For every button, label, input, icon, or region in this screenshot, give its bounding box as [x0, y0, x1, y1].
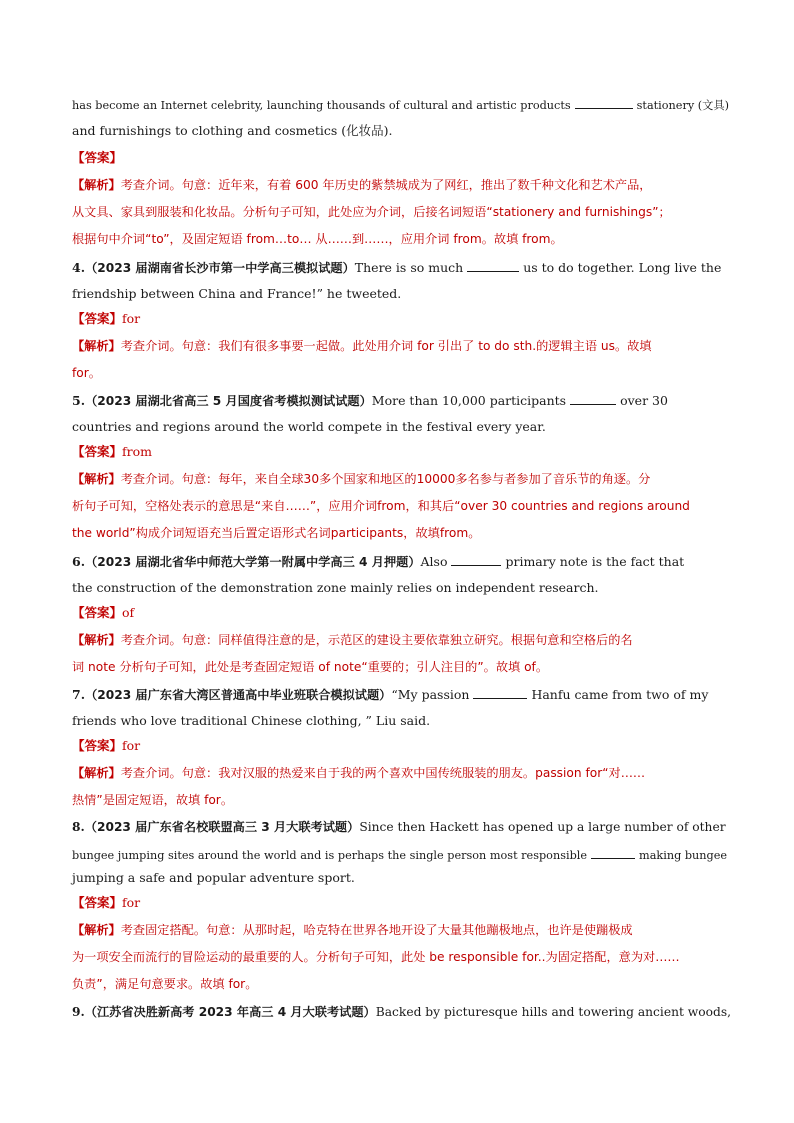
question-number: 4.	[72, 260, 86, 275]
question-number: 7.	[72, 687, 86, 702]
question-6-stem-line1	[72, 553, 732, 570]
analysis-text: 考查介词。句意：每年，来自全球30多个国家和地区的10000多名参与者参加了音乐节的角逐。分	[120, 472, 651, 486]
question-7-analysis-line1	[72, 765, 732, 781]
stem-text: Hanfu came from two of my	[531, 687, 709, 702]
analysis-text: 负责”，满足句意要求。故填 for。	[72, 977, 258, 991]
stem-text: has become an Internet celebrity, launching thousands of cultural and artistic products	[72, 99, 571, 112]
question-5-stem-line1	[72, 392, 732, 409]
question-7-stem-line1	[72, 686, 732, 703]
stem-text: us to do together. Long live the	[523, 260, 722, 275]
answer-text: for	[122, 895, 141, 910]
question-8-stem-line3	[72, 870, 732, 886]
stem-text: the construction of the demonstration zone mainly relies on independent research.	[72, 580, 599, 595]
stem-text: “My passion	[391, 687, 470, 702]
answer-tag: 【答案】	[72, 444, 123, 459]
question-number: 5.	[72, 393, 86, 408]
analysis-tag: 【解析】	[72, 339, 121, 353]
answer-blank	[575, 96, 633, 109]
analysis-tag: 【解析】	[72, 472, 121, 486]
question-6-stem-line2	[72, 580, 732, 596]
stem-text: friendship between China and France!” he tweeted.	[72, 286, 402, 301]
question-number: 8.	[72, 819, 85, 834]
answer-text: for	[122, 738, 141, 753]
question-source: （2023 届湖南省长沙市第一中学高三模拟试题）	[85, 261, 355, 275]
question-4-answer	[72, 311, 732, 327]
question-8-answer	[72, 895, 732, 911]
answer-blank	[570, 392, 616, 405]
question-4-stem-line2	[72, 286, 732, 302]
stem-text: Since then Hackett has opened up a large number of other	[359, 820, 726, 834]
answer-blank	[467, 259, 519, 272]
answer-blank	[591, 846, 635, 859]
question-3-analysis-line2	[72, 204, 732, 220]
answer-blank	[473, 686, 527, 699]
analysis-tag: 【解析】	[72, 178, 121, 192]
question-5-stem-line2	[72, 419, 732, 435]
question-8-analysis-line2	[72, 949, 732, 965]
analysis-text: 考查介词。句意：近年来，有着 600 年历史的紫禁城成为了网红，推出了数千种文化和艺术产品，	[120, 178, 652, 192]
question-7-stem-line2	[72, 713, 732, 729]
question-9-stem-line1	[72, 1004, 732, 1020]
analysis-text: 考查介词。句意：我对汉服的热爱来自于我的两个喜欢中国传统服装的朋友。passion for“对……	[120, 766, 646, 780]
analysis-text: 热情”是固定短语，故填 for。	[72, 793, 234, 807]
answer-tag: 【答案】	[72, 311, 123, 326]
question-6-analysis-line1	[72, 632, 732, 648]
question-7-answer	[72, 738, 732, 754]
question-6-analysis-line2	[72, 659, 732, 675]
stem-text: making bungee	[639, 849, 728, 862]
question-number: 6.	[72, 554, 86, 569]
question-5-analysis-line3	[72, 525, 732, 541]
question-3-stem-line2	[72, 123, 732, 139]
analysis-text: 根据句中介词“to”，及固定短语 from…to… 从……到……，应用介词 from。故填 from。	[72, 232, 563, 246]
question-source: （2023 届广东省大湾区普通高中毕业班联合模拟试题）	[85, 688, 392, 702]
question-8-analysis-line3	[72, 976, 732, 992]
question-4-stem-line1	[72, 259, 732, 276]
answer-tag: 【答案】	[72, 150, 123, 165]
answer-tag: 【答案】	[72, 738, 123, 753]
question-3-analysis-line1	[72, 177, 732, 193]
stem-text: Also	[420, 554, 448, 569]
stem-text: jumping a safe and popular adventure sport.	[72, 870, 355, 885]
answer-text: of	[122, 605, 135, 620]
stem-text: There is so much	[354, 260, 464, 275]
analysis-text: 从文具、家具到服装和化妆品。分析句子可知，此处应为介词，后接名词短语“stationery and furnishings”；	[72, 205, 671, 219]
stem-text: More than 10,000 participants	[371, 393, 567, 408]
stem-text: countries and regions around the world compete in the festival every year.	[72, 419, 546, 434]
question-source: （江苏省决胜新高考 2023 年高三 4 月大联考试题）	[84, 1005, 376, 1019]
question-source: （2023 届广东省名校联盟高三 3 月大联考试题）	[84, 820, 360, 834]
stem-text: Backed by picturesque hills and towering ancient woods,	[375, 1005, 732, 1019]
question-5-analysis-line2	[72, 498, 732, 514]
question-source: （2023 届湖北省华中师范大学第一附属中学高三 4 月押题）	[85, 555, 421, 569]
question-8-stem-line2	[72, 846, 732, 864]
analysis-tag: 【解析】	[72, 633, 121, 647]
answer-text: for	[122, 311, 141, 326]
answer-blank	[451, 553, 501, 566]
question-6-answer	[72, 605, 732, 621]
analysis-text: 考查固定搭配。句意：从那时起，哈克特在世界各地开设了大量其他蹦极地点，也许是使蹦极成	[120, 923, 633, 937]
answer-tag: 【答案】	[72, 605, 123, 620]
question-3-stem-line1	[72, 96, 732, 114]
analysis-text: the world”构成介词短语充当后置定语形式名词participants，故填from。	[72, 526, 481, 540]
stem-text: bungee jumping sites around the world and is perhaps the single person most responsible	[72, 849, 588, 862]
question-number: 9.	[72, 1004, 85, 1019]
analysis-text: for。	[72, 366, 101, 380]
question-source: （2023 届湖北省高三 5 月国度省考模拟测试试题）	[85, 394, 372, 408]
question-4-analysis-line1	[72, 338, 732, 354]
stem-text: over 30	[620, 393, 668, 408]
question-5-analysis-line1	[72, 471, 732, 487]
question-5-answer	[72, 444, 732, 460]
question-8-analysis-line1	[72, 922, 732, 938]
question-8-stem-line1	[72, 819, 732, 835]
question-7-analysis-line2	[72, 792, 732, 808]
analysis-text: 析句子可知，空格处表示的意思是“来自……”，应用介词from，和其后“over 30 countries and regions around	[72, 499, 690, 513]
stem-text: primary note is the fact that	[505, 554, 685, 569]
question-3-answer	[72, 150, 732, 166]
analysis-text: 词 note 分析句子可知，此处是考查固定短语 of note“重要的；引人注目的”。故填 of。	[72, 660, 549, 674]
analysis-text: 考查介词。句意：我们有很多事要一起做。此处用介词 for 引出了 to do sth.的逻辑主语 us。故填	[120, 339, 652, 353]
analysis-text: 考查介词。句意：同样值得注意的是，示范区的建设主要依靠独立研究。根据句意和空格后的名	[120, 633, 633, 647]
question-3-analysis-line3	[72, 231, 732, 247]
stem-text: friends who love traditional Chinese clothing, ” Liu said.	[72, 713, 431, 728]
analysis-tag: 【解析】	[72, 923, 121, 937]
stem-text: and furnishings to clothing and cosmetics (化妆品).	[72, 123, 393, 138]
analysis-tag: 【解析】	[72, 766, 121, 780]
stem-text: stationery (文具)	[636, 99, 730, 112]
analysis-text: 为一项安全而流行的冒险运动的最重要的人。分析句子可知，此处 be responsible for..为固定搭配，意为对……	[72, 950, 680, 964]
answer-tag: 【答案】	[72, 895, 123, 910]
question-4-analysis-line2	[72, 365, 732, 381]
answer-text: from	[122, 444, 152, 459]
